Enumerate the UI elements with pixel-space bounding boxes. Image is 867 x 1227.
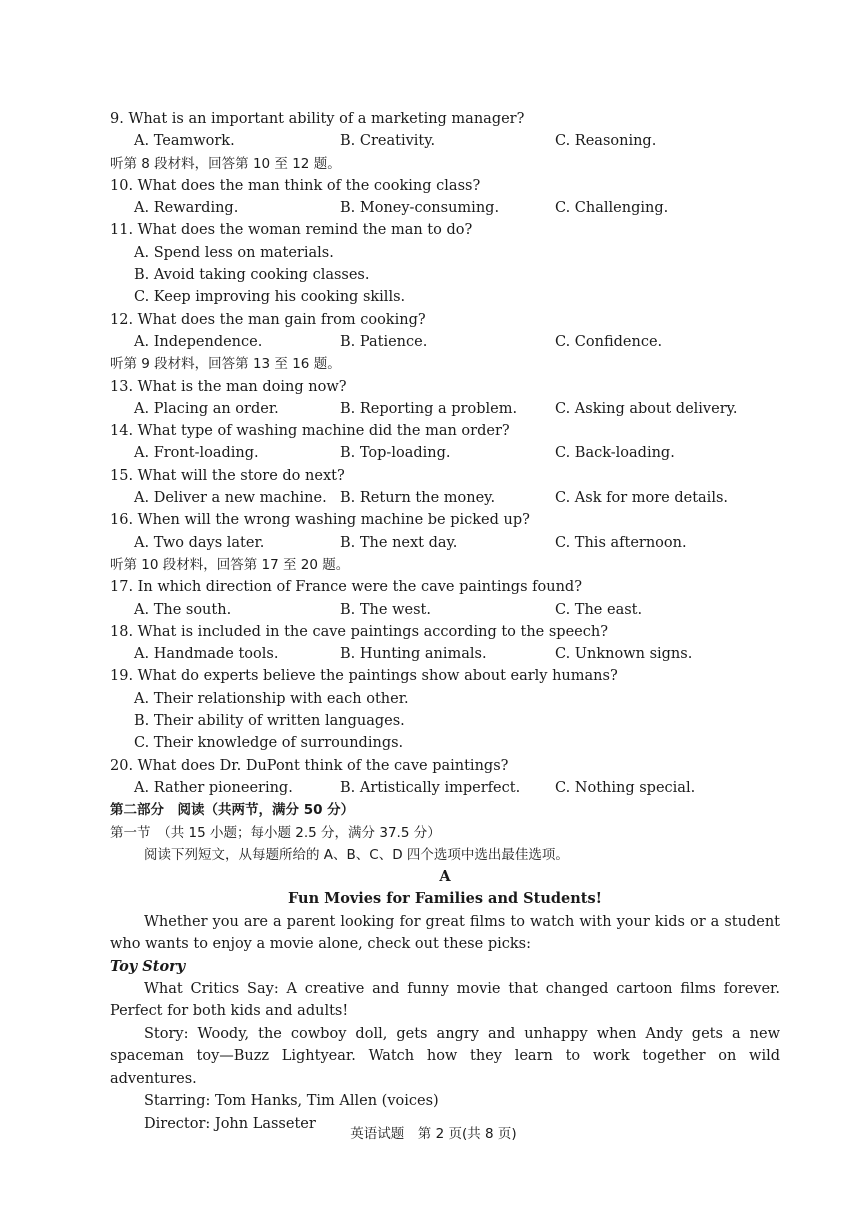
- option-a: A. Teamwork.: [134, 133, 235, 150]
- options-row: [110, 130, 780, 152]
- option-a: A. The south.: [134, 601, 232, 618]
- option-a: A. Front-loading.: [134, 445, 259, 462]
- reading-instruction: 阅读下列短文，从每题所给的 A、B、C、D 四个选项中选出最佳选项。: [144, 846, 569, 863]
- option-c: C. Reasoning.: [555, 133, 657, 150]
- listening-material-heading: 听第 8 段材料，回答第 10 至 12 题。: [110, 155, 341, 172]
- options-row: [110, 532, 780, 554]
- option-a: A. Rewarding.: [134, 200, 239, 217]
- options-row: [110, 442, 780, 464]
- passage-letter: A: [439, 868, 451, 886]
- options-row: [110, 599, 780, 621]
- question-stem: 15. What will the store do next?: [110, 467, 345, 484]
- movie-title: Toy Story: [110, 957, 186, 975]
- question-stem: 18. What is included in the cave paintings according to the speech?: [110, 623, 608, 640]
- listening-material-heading: 听第 10 段材料，回答第 17 至 20 题。: [110, 556, 350, 573]
- option-b: B. Avoid taking cooking classes.: [134, 267, 370, 284]
- option-a: A. Their relationship with each other.: [134, 690, 409, 707]
- listening-material-heading: 听第 9 段材料，回答第 13 至 16 题。: [110, 356, 341, 373]
- option-c: C. Unknown signs.: [555, 646, 693, 663]
- option-b: B. Artistically imperfect.: [340, 779, 521, 796]
- options-row: [110, 197, 780, 219]
- question-stem: 20. What does Dr. DuPont think of the cave paintings?: [110, 757, 509, 774]
- option-c: C. Keep improving his cooking skills.: [134, 289, 406, 306]
- option-a: A. Placing an order.: [134, 400, 279, 417]
- question-stem: 9. What is an important ability of a marketing manager?: [110, 111, 525, 127]
- option-b: B. Hunting animals.: [340, 646, 487, 663]
- option-b: B. Return the money.: [340, 490, 496, 507]
- option-b: B. Creativity.: [340, 133, 436, 150]
- question-stem: 13. What is the man doing now?: [110, 378, 347, 395]
- option-c: C. Their knowledge of surroundings.: [134, 735, 404, 752]
- option-c: C. Ask for more details.: [555, 490, 729, 507]
- option-c: C. Nothing special.: [555, 779, 696, 796]
- movie-director: Director: John Lasseter: [144, 1115, 316, 1132]
- option-b: B. The next day.: [340, 534, 458, 551]
- passage-intro: Whether you are a parent looking for great films to watch with your kids or a student who wants to enjoy a movie alone, check out these picks:: [110, 913, 780, 953]
- option-c: C. Challenging.: [555, 200, 669, 217]
- option-a: A. Handmade tools.: [134, 646, 279, 663]
- option-b: B. Their ability of written languages.: [134, 713, 405, 730]
- option-c: C. This afternoon.: [555, 534, 687, 551]
- option-b: B. Reporting a problem.: [340, 400, 518, 417]
- option-a: A. Spend less on materials.: [134, 244, 334, 261]
- option-b: B. Top-loading.: [340, 445, 451, 462]
- option-a: A. Independence.: [134, 333, 263, 350]
- page-content: [110, 108, 780, 1135]
- option-c: C. Confidence.: [555, 333, 663, 350]
- question-stem: 12. What does the man gain from cooking?: [110, 311, 426, 328]
- question-stem: 16. When will the wrong washing machine be picked up?: [110, 512, 530, 529]
- options-row: [110, 643, 780, 665]
- passage-title: Fun Movies for Families and Students!: [287, 890, 603, 908]
- options-row: [110, 487, 780, 509]
- question-stem: 19. What do experts believe the paintings show about early humans?: [110, 668, 618, 685]
- option-c: C. The east.: [555, 601, 643, 618]
- option-a: A. Deliver a new machine.: [134, 490, 327, 507]
- listening-section: [110, 108, 780, 799]
- option-a: A. Rather pioneering.: [134, 779, 293, 796]
- movie-story: Story: Woody, the cowboy doll, gets angry and unhappy when Andy gets a new spaceman toy—Buzz Lightyear. Watch how they learn to work together on wild adventures.: [110, 1025, 780, 1087]
- page-footer: 英语试题 第 2 页(共 8 页): [350, 1126, 517, 1142]
- question-stem: 14. What type of washing machine did the man order?: [110, 423, 510, 440]
- options-row: [110, 398, 780, 420]
- question-stem: 17. In which direction of France were the cave paintings found?: [110, 579, 582, 596]
- section1-heading: 第一节 （共 15 小题；每小题 2.5 分，满分 37.5 分）: [110, 824, 441, 841]
- question-stem: 10. What does the man think of the cooking class?: [110, 177, 481, 194]
- options-row: [110, 777, 780, 799]
- movie-starring: Starring: Tom Hanks, Tim Allen (voices): [144, 1093, 439, 1110]
- option-a: A. Two days later.: [134, 534, 265, 551]
- part2-heading: 第二部分 阅读（共两节，满分 50 分）: [110, 802, 355, 819]
- options-row: [110, 331, 780, 353]
- option-c: C. Back-loading.: [555, 445, 675, 462]
- movie-critics: What Critics Say: A creative and funny movie that changed cartoon films forever. Perfect for both kids and adults!: [110, 980, 780, 1020]
- option-b: B. Patience.: [340, 333, 428, 350]
- option-b: B. Money-consuming.: [340, 200, 500, 217]
- question-stem: 11. What does the woman remind the man to do?: [110, 222, 473, 239]
- option-b: B. The west.: [340, 601, 431, 618]
- option-c: C. Asking about delivery.: [555, 400, 738, 417]
